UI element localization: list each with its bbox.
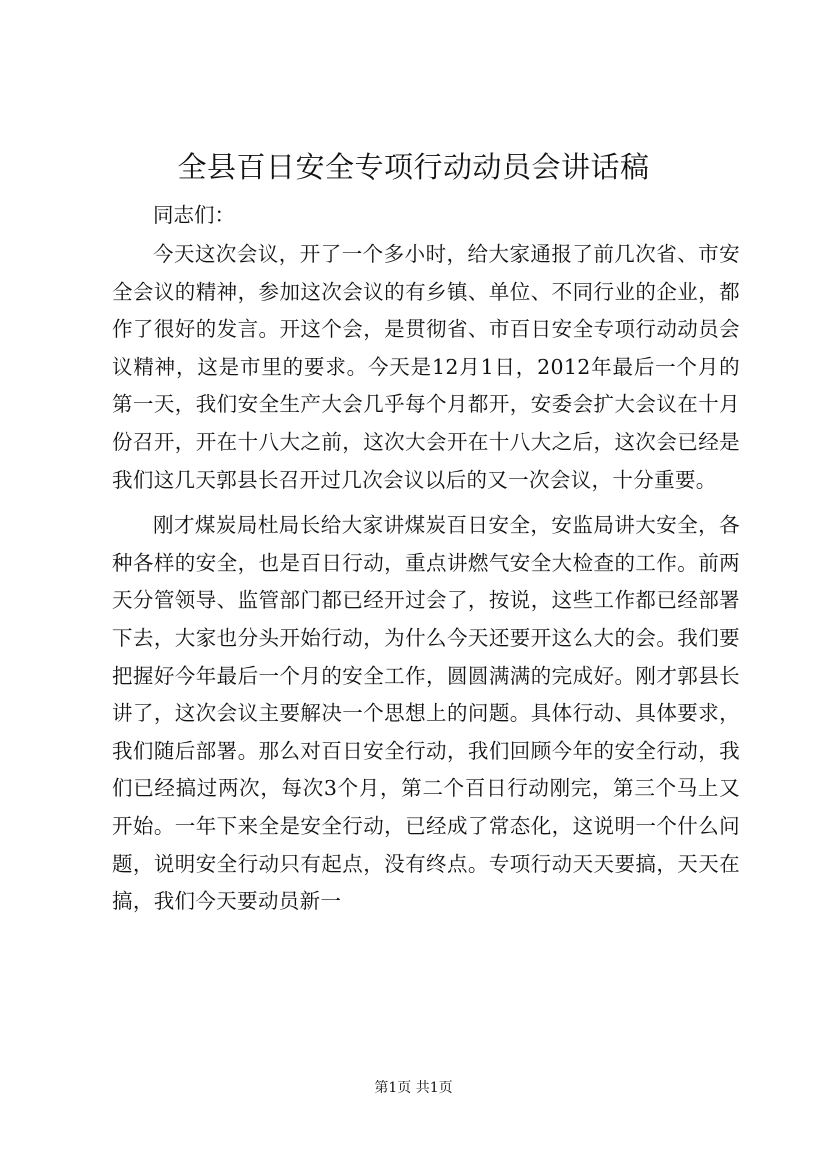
document-title: 全县百日安全专项行动动员会讲话稿	[177, 150, 650, 184]
document-body	[112, 197, 740, 921]
greeting: 同志们：	[153, 203, 235, 227]
paragraph-2: 刚才煤炭局杜局长给大家讲煤炭百日安全，安监局讲大安全，各种各样的安全，也是百日行动，重点讲燃气安全大检查的工作。前两天分管领导、监管部门都已经开过会了，按说，这些工作都已经部署下去，大家也分头开始行动，为什么今天还要开这么大的会。我们要把握好今年最后一个月的安全工作，圆圆满满的完成好。刚才郭县长讲了，这次会议主要解决一个思想上的问题。具体行动、具体要求，我们随后部署。那么对百日安全行动，我们回顾今年的安全行动，我们已经搞过两次，每次3个月，第二个百日行动刚完，第三个马上又开始。一年下来全是安全行动，已经成了常态化，这说明一个什么问题，说明安全行动只有起点，没有终点。专项行动天天要搞，天天在搞，我们今天要动员新一	[112, 513, 740, 914]
paragraph-1: 今天这次会议，开了一个多小时，给大家通报了前几次省、市安全会议的精神，参加这次会议的有乡镇、单位、不同行业的企业，都作了很好的发言。开这个会，是贯彻省、市百日安全专项行动动员会议精神，这是市里的要求。今天是12月1日，2012年最后一个月的第一天，我们安全生产大会几乎每个月都开，安委会扩大会议在十月份召开，开在十八大之前，这次大会开在十八大之后，这次会已经是我们这几天郭县长召开过几次会议以后的又一次会议，十分重要。	[112, 242, 740, 492]
page-footer: 第1页 共1页	[374, 1080, 453, 1096]
